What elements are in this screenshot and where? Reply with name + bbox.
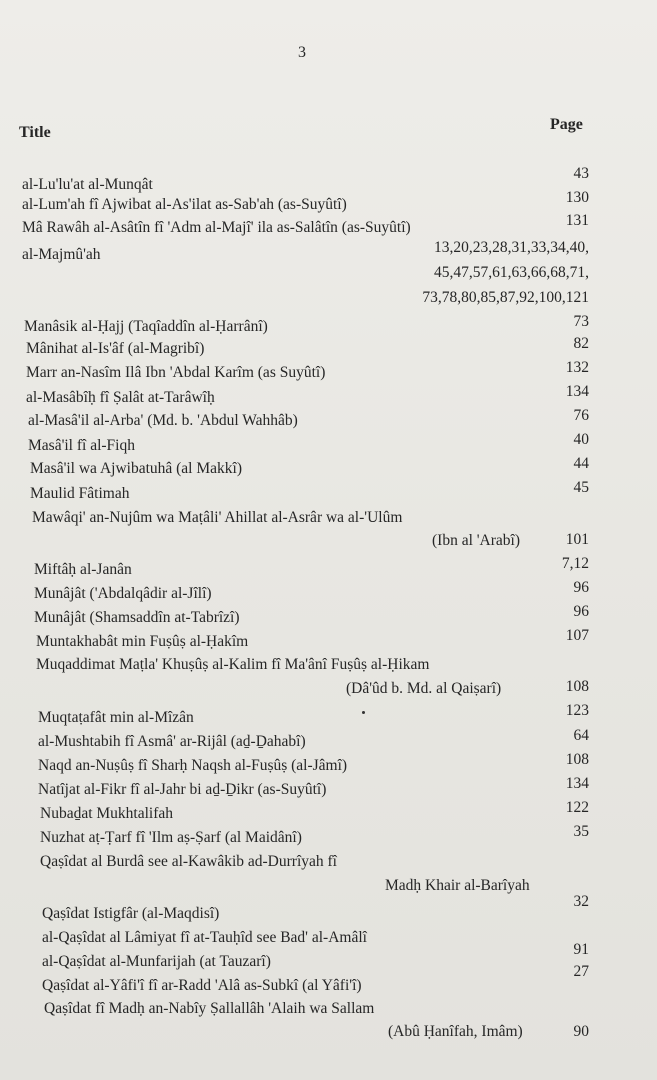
entry-page-line: 45,47,57,61,63,66,68,71, — [434, 264, 589, 281]
entry-page: 108 — [565, 678, 589, 695]
entry-title: Naqd an-Nuṣûṣ fî Sharḥ Naqsh al-Fuṣûṣ (al-Jâmî) — [38, 757, 348, 774]
entry-page: 134 — [565, 383, 589, 400]
entry-page: 122 — [565, 799, 589, 816]
entry-title: Qaṣîdat Istigfâr (al-Maqdisî) — [42, 905, 220, 922]
entry-page: 91 — [573, 941, 589, 958]
entry-page: 90 — [573, 1023, 589, 1040]
entry-title: al-Mushtabih fî Asmâ' ar-Rijâl (aḏ-Ḏahabî) — [38, 733, 306, 750]
entry-title: al-Masâ'il al-Arba' (Md. b. 'Abdul Wahhâb) — [28, 412, 298, 429]
entry-title: Muqaddimat Maṭla' Khuṣûṣ al-Kalim fî Ma'ânî Fuṣûṣ al-Ḥikam — [36, 656, 430, 673]
entry-title: Muqtaṭafât min al-Mîzân — [38, 709, 194, 726]
entry-page: 76 — [573, 407, 589, 424]
entry-title: al-Qaṣîdat al-Munfarijah (at Tauzarî) — [42, 953, 271, 970]
entry-title: al-Lum'ah fî Ajwibat al-As'ilat as-Sab'ah (as-Suyûtî) — [22, 196, 347, 213]
entry-title: al-Lu'lu'at al-Munqât — [22, 176, 153, 193]
entry-title: Natîjat al-Fikr fî al-Jahr bi aḏ-Ḏikr (as-Suyûtî) — [38, 781, 327, 798]
entry-page: 108 — [565, 751, 589, 768]
entry-page: 43 — [573, 165, 589, 182]
title-column-header: Title — [19, 124, 51, 141]
entry-page: 101 — [565, 531, 589, 548]
entry-title: Miftâḥ al-Janân — [34, 561, 132, 578]
entry-title: Nuzhat aṭ-Ṭarf fî 'Ilm aṣ-Ṣarf (al Maidânî) — [40, 829, 302, 846]
entry-title: Mânihat al-Is'âf (al-Magribî) — [26, 340, 205, 357]
entry-page: 35 — [573, 823, 589, 840]
entry-title: Mâ Rawâh al-Asâtîn fî 'Adm al-Majî' ila as-Salâtîn (as-Suyûtî) — [22, 219, 411, 236]
entry-title: Masâ'il wa Ajwibatuhâ (al Makkî) — [30, 460, 242, 477]
entry-title: Masâ'il fî al-Fiqh — [28, 437, 135, 454]
entry-title-continuation: (Ibn al 'Arabî) — [432, 532, 521, 549]
entry-title: Qaṣîdat fî Madḥ an-Nabîy Ṣallallâh 'Alaih wa Sallam — [44, 1000, 375, 1017]
entry-page-line: 73,78,80,85,87,92,100,121 — [422, 289, 589, 306]
entry-title: Muntakhabât min Fuṣûṣ al-Ḥakîm — [36, 633, 249, 650]
entry-page: 131 — [565, 212, 589, 229]
entry-title: al-Majmû'ah — [22, 246, 101, 263]
entry-title-continuation: (Dâ'ûd b. Md. al Qaiṣarî) — [346, 680, 502, 697]
entry-page: 27 — [573, 963, 589, 980]
entry-page: 123 — [565, 702, 589, 719]
entry-page: 82 — [573, 335, 589, 352]
entry-title: Marr an-Nasîm Ilâ Ibn 'Abdal Karîm (as Suyûtî) — [26, 364, 326, 381]
entry-page: 96 — [573, 603, 589, 620]
entry-page: 7,12 — [561, 555, 589, 572]
entry-title-continuation: Madḥ Khair al-Barîyah — [385, 877, 530, 894]
entry-page: 32 — [573, 893, 589, 910]
entry-page: 40 — [573, 431, 589, 448]
entry-title: Munâjât ('Abdalqâdir al-Jîlî) — [34, 585, 212, 602]
entry-title: Mawâqi' an-Nujûm wa Maṭâli' Ahillat al-Asrâr wa al-'Ulûm — [32, 509, 403, 526]
entry-title: al-Qaṣîdat al Lâmiyat fî at-Tauḥîd see Bad' al-Amâlî — [42, 929, 367, 946]
entry-page: 64 — [573, 727, 589, 744]
entry-page: 132 — [565, 359, 589, 376]
entry-page: 44 — [573, 455, 589, 472]
entry-title: Qaṣîdat al-Yâfi'î fî ar-Radd 'Alâ as-Subkî (al Yâfi'î) — [42, 977, 362, 994]
entry-title-continuation: (Abû Ḥanîfah, Imâm) — [388, 1023, 523, 1040]
page-column-header: Page — [550, 116, 583, 133]
entry-page-line: 13,20,23,28,31,33,34,40, — [434, 239, 589, 256]
entry-title: Qaṣîdat al Burdâ see al-Kawâkib ad-Durrîyah fî — [40, 853, 337, 870]
entry-page: 73 — [573, 313, 589, 330]
entry-title: Munâjât (Shamsaddîn at-Tabrîzî) — [34, 609, 240, 626]
entry-title: Maulid Fâtimah — [30, 485, 130, 502]
entry-title: al-Masâbîḥ fî Ṣalât at-Tarâwîḥ — [26, 389, 215, 406]
entry-page: 134 — [565, 775, 589, 792]
entry-page: 130 — [565, 189, 589, 206]
entry-title: Manâsik al-Ḥajj (Taqîaddîn al-Ḥarrânî) — [24, 318, 268, 335]
entry-page: 96 — [573, 579, 589, 596]
ink-speck — [362, 711, 365, 714]
page-number: 3 — [298, 44, 306, 61]
entry-page: 107 — [565, 627, 589, 644]
entry-title: Nubaḏat Mukhtalifah — [40, 805, 174, 822]
entry-page: 45 — [573, 479, 589, 496]
